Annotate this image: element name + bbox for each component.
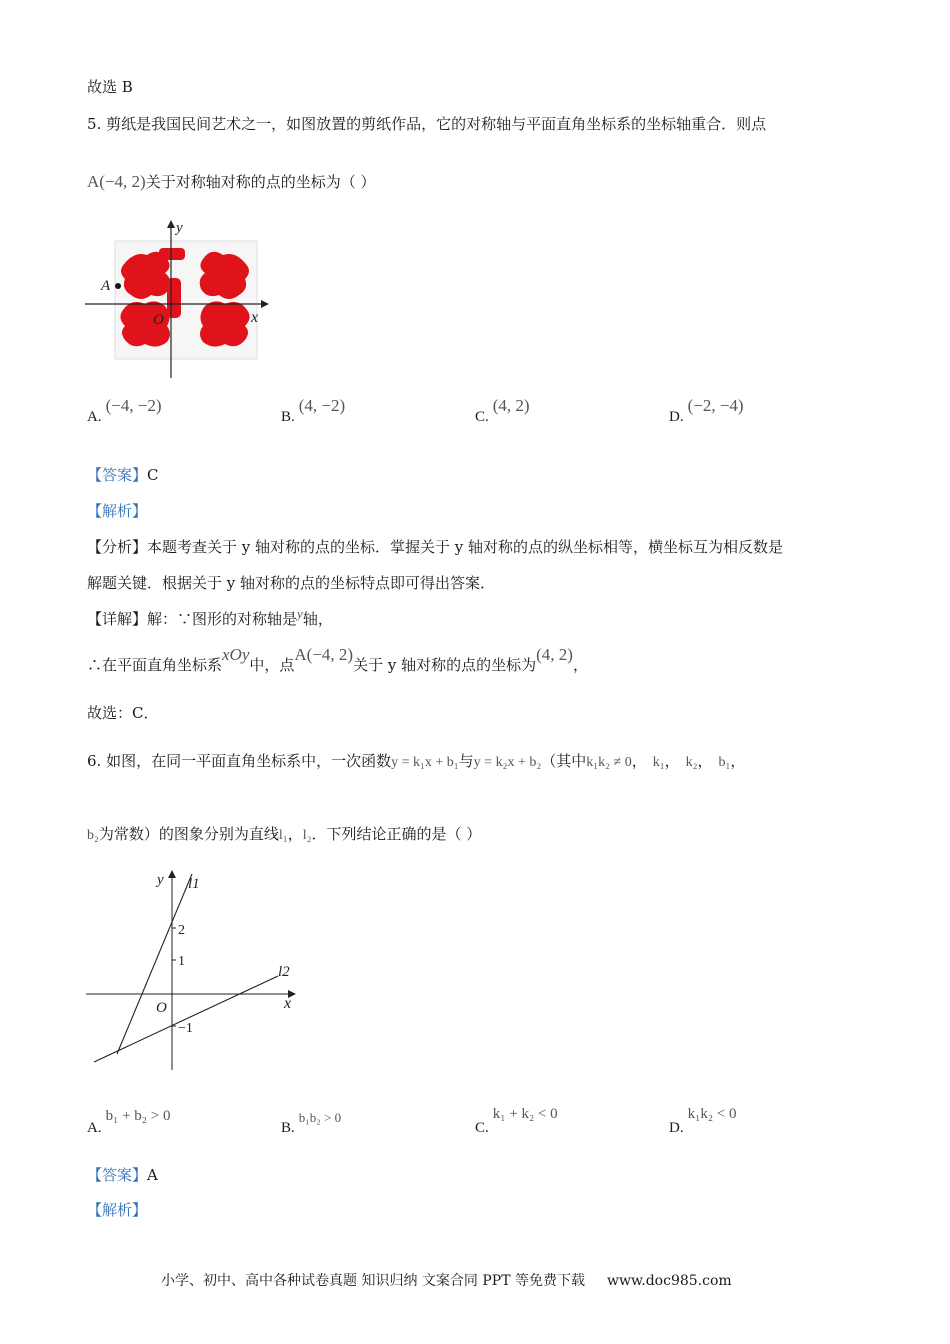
origin-label: O	[156, 1000, 167, 1016]
previous-conclusion: 故选 B	[87, 78, 133, 96]
line-l1-label: l1	[188, 876, 200, 892]
tick-label-2: 2	[178, 923, 185, 938]
q5-option-b: B.(4, −2)	[281, 396, 346, 425]
footer	[161, 1270, 732, 1290]
origin-label: O	[153, 312, 164, 328]
q5-detail-line2: ∴在平面直角坐标系xOy中，点A(−4, 2)关于 y 轴对称的点的坐标为(4, 2)，	[87, 645, 588, 674]
q6-option-b: B.b₁b₂ > 0	[281, 1110, 342, 1136]
q5-answer: 【答案】C	[87, 466, 159, 484]
q6-answer: 【答案】A	[87, 1166, 158, 1184]
y-axis-label: y	[157, 872, 164, 888]
q5-fenxi-line2: 解题关键．根据关于 y 轴对称的点的坐标特点即可得出答案．	[87, 574, 496, 592]
q5-analysis-tag: 【解析】	[87, 502, 148, 520]
q6-linear-functions-figure	[82, 866, 308, 1070]
line-l2	[94, 976, 278, 1062]
q6-option-a: A.b₁ + b₂ > 0	[87, 1108, 171, 1136]
q5-option-a: A.(−4, −2)	[87, 396, 162, 425]
q5-stem-line2	[87, 171, 375, 192]
y-axis-label: y	[176, 220, 183, 236]
point-a-dot	[115, 283, 121, 289]
footer-text: 小学、初中、高中各种试卷真题 知识归纳 文案合同 PPT 等免费下载	[161, 1273, 585, 1289]
q5-option-d: D.(−2, −4)	[669, 396, 744, 425]
q6-option-d: D.k₁k₂ < 0	[669, 1106, 737, 1136]
tick-label-minus-1: −1	[178, 1021, 193, 1036]
q6-analysis-tag: 【解析】	[87, 1201, 148, 1219]
point-a-label: A	[101, 278, 111, 294]
q5-stem-line1: 5. 剪纸是我国民间艺术之一，如图放置的剪纸作品，它的对称轴与平面直角坐标系的坐标轴重合．则点	[87, 115, 767, 133]
x-axis-label: x	[251, 309, 259, 326]
x-axis-label: x	[284, 995, 292, 1012]
tick-label-1: 1	[178, 954, 185, 969]
q5-paper-cut-figure	[85, 218, 275, 378]
line-l2-label: l2	[278, 964, 290, 980]
q6-stem-line2: b₂为常数）的图象分别为直线l₁，l₂．下列结论正确的是（ ）	[87, 825, 482, 843]
q5-conclusion: 故选：C．	[87, 704, 159, 722]
q6-stem-line1: 6. 如图，在同一平面直角坐标系中，一次函数y = k₁x + b₁与y = k₂x + b₂（其中k₁k₂ ≠ 0， k₁， k₂， b₁，	[87, 752, 746, 770]
q5-stem-line2-text: 关于对称轴对称的点的坐标为（ ）	[145, 173, 376, 191]
x-axis-arrow-icon	[261, 300, 269, 308]
q5-option-c: C.(4, 2)	[475, 396, 530, 425]
q6-option-c: C.k₁ + k₂ < 0	[475, 1106, 558, 1136]
y-axis-arrow-icon	[168, 870, 176, 878]
q5-detail-line1: 【详解】解：∵图形的对称轴是y轴，	[87, 606, 333, 628]
y-axis-arrow-icon	[167, 220, 175, 228]
point-a-math: A(−4, 2)	[87, 172, 146, 191]
footer-url: www.doc985.com	[606, 1273, 732, 1289]
q5-fenxi-line1: 【分析】本题考查关于 y 轴对称的点的坐标．掌握关于 y 轴对称的点的纵坐标相等，横坐标互为相反数是	[87, 538, 784, 556]
